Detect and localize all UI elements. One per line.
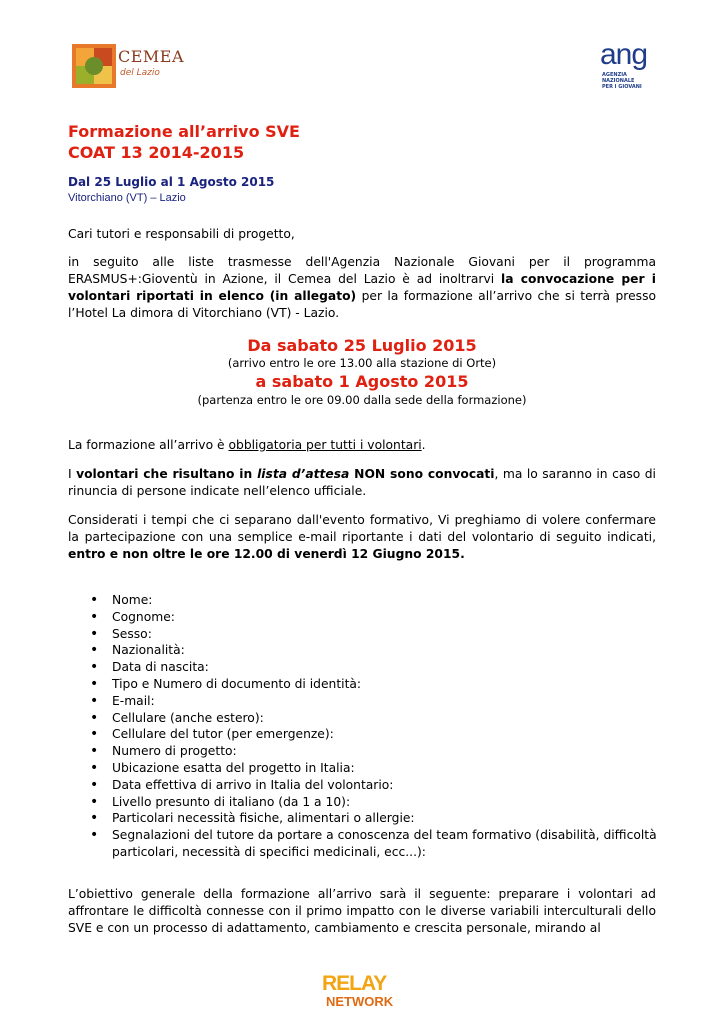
list-item: • Nazionalità: [88,642,668,659]
list-item: • Livello presunto di italiano (da 1 a 10): [88,794,668,811]
waitlist-bold-1: volontari che risultano in [76,467,258,481]
waitlist-rest: , ma lo saranno in caso di rinuncia di persone indicate nell’elenco ufficiale. [68,467,656,498]
list-item: • Ubicazione esatta del progetto in Italia: [88,760,668,777]
ang-logo-sub: AGENZIA NAZIONALE PER I GIOVANI [602,72,642,90]
intro-text-bold: la convocazione per i volontari riportati in elenco (in allegato) [68,272,656,303]
required-fields-list [88,592,668,861]
list-item: • Cellulare (anche estero): [88,710,668,727]
objective-paragraph: L’obiettivo generale della formazione all’arrivo sarà il seguente: preparare i volontari ad affrontare le difficoltà connesse con il primo impatto con le diverse variabili interculturali dello SVE e con un processo di adattamento, cambiamento e crescita personale, mirando al [68,887,656,935]
cemea-logo [72,44,202,88]
list-item: • Numero di progetto: [88,743,668,760]
confirm-paragraph [68,512,656,563]
document-title [68,121,300,163]
intro-text-1: in seguito alle liste trasmesse dell'Agenzia Nazionale Giovani per il programma ERASMUS+:Gioventù in Azione, il Cemea del Lazio è ad inoltrarvi [68,255,656,286]
list-item: • Sesso: [88,626,668,643]
title-line-2: COAT 13 2014-2015 [68,143,245,162]
ang-logo-name: ang [600,38,648,71]
cemea-logo-sub: del Lazio [120,68,160,78]
list-item: • Nome: [88,592,668,609]
schedule-to: a sabato 1 Agosto 2015 [255,372,469,391]
mandatory-text: La formazione all’arrivo è [68,438,229,452]
schedule-from: Da sabato 25 Luglio 2015 [247,336,477,355]
list-item: • Data effettiva di arrivo in Italia del volontario: [88,777,668,794]
event-dates: Dal 25 Luglio al 1 Agosto 2015 [68,175,275,189]
intro-text-2: per la formazione all’arrivo che si terrà presso l’Hotel La dimora di Vitorchiano (VT) - Lazio. [68,289,656,320]
list-item: • E-mail: [88,693,668,710]
list-item: • Segnalazioni del tutore da portare a conoscenza del team formativo (disabilità, difficoltà particolari, necessità di specifici medicinali, ecc...): [88,827,668,861]
mandatory-underlined: obbligatoria per tutti i volontari [228,438,422,452]
waitlist-italic: lista d’attesa [257,467,350,481]
ang-logo [600,38,670,90]
cemea-mark-icon [72,44,116,88]
schedule-block [68,336,656,408]
waitlist-pre: I [68,467,77,481]
mandatory-end: . [421,438,426,452]
list-item: • Cellulare del tutor (per emergenze): [88,726,668,743]
relay-network-logo [322,972,412,1016]
title-line-1: Formazione all’arrivo SVE [68,122,300,141]
mandatory-notice [68,437,656,454]
intro-paragraph [68,254,656,322]
confirm-text: Considerati i tempi che ci separano dall'evento formativo, Vi preghiamo di volere confermare la partecipazione con una semplice e-mail riportante i dati del volontario di seguito indicati, [68,513,656,544]
schedule-departure: (partenza entro le ore 09.00 dalla sede della formazione) [197,393,527,407]
list-item: • Particolari necessità fisiche, alimentari o allergie: [88,810,668,827]
schedule-arrival: (arrivo entro le ore 13.00 alla stazione di Orte) [227,356,497,370]
list-item: • Cognome: [88,609,668,626]
greeting: Cari tutori e responsabili di progetto, [68,227,295,241]
waitlist-notice [68,466,656,500]
list-item: • Tipo e Numero di documento di identità: [88,676,668,693]
relay-logo-line-1: RELAY [322,972,387,995]
cemea-logo-name: CEMEA [118,47,185,66]
list-item: • Data di nascita: [88,659,668,676]
event-place: Vitorchiano (VT) – Lazio [68,192,186,204]
waitlist-bold-2: NON sono convocati [349,467,495,481]
relay-logo-line-2: NETWORK [326,994,394,1009]
confirm-deadline: entro e non oltre le ore 12.00 di venerdì 12 Giugno 2015. [68,547,465,561]
